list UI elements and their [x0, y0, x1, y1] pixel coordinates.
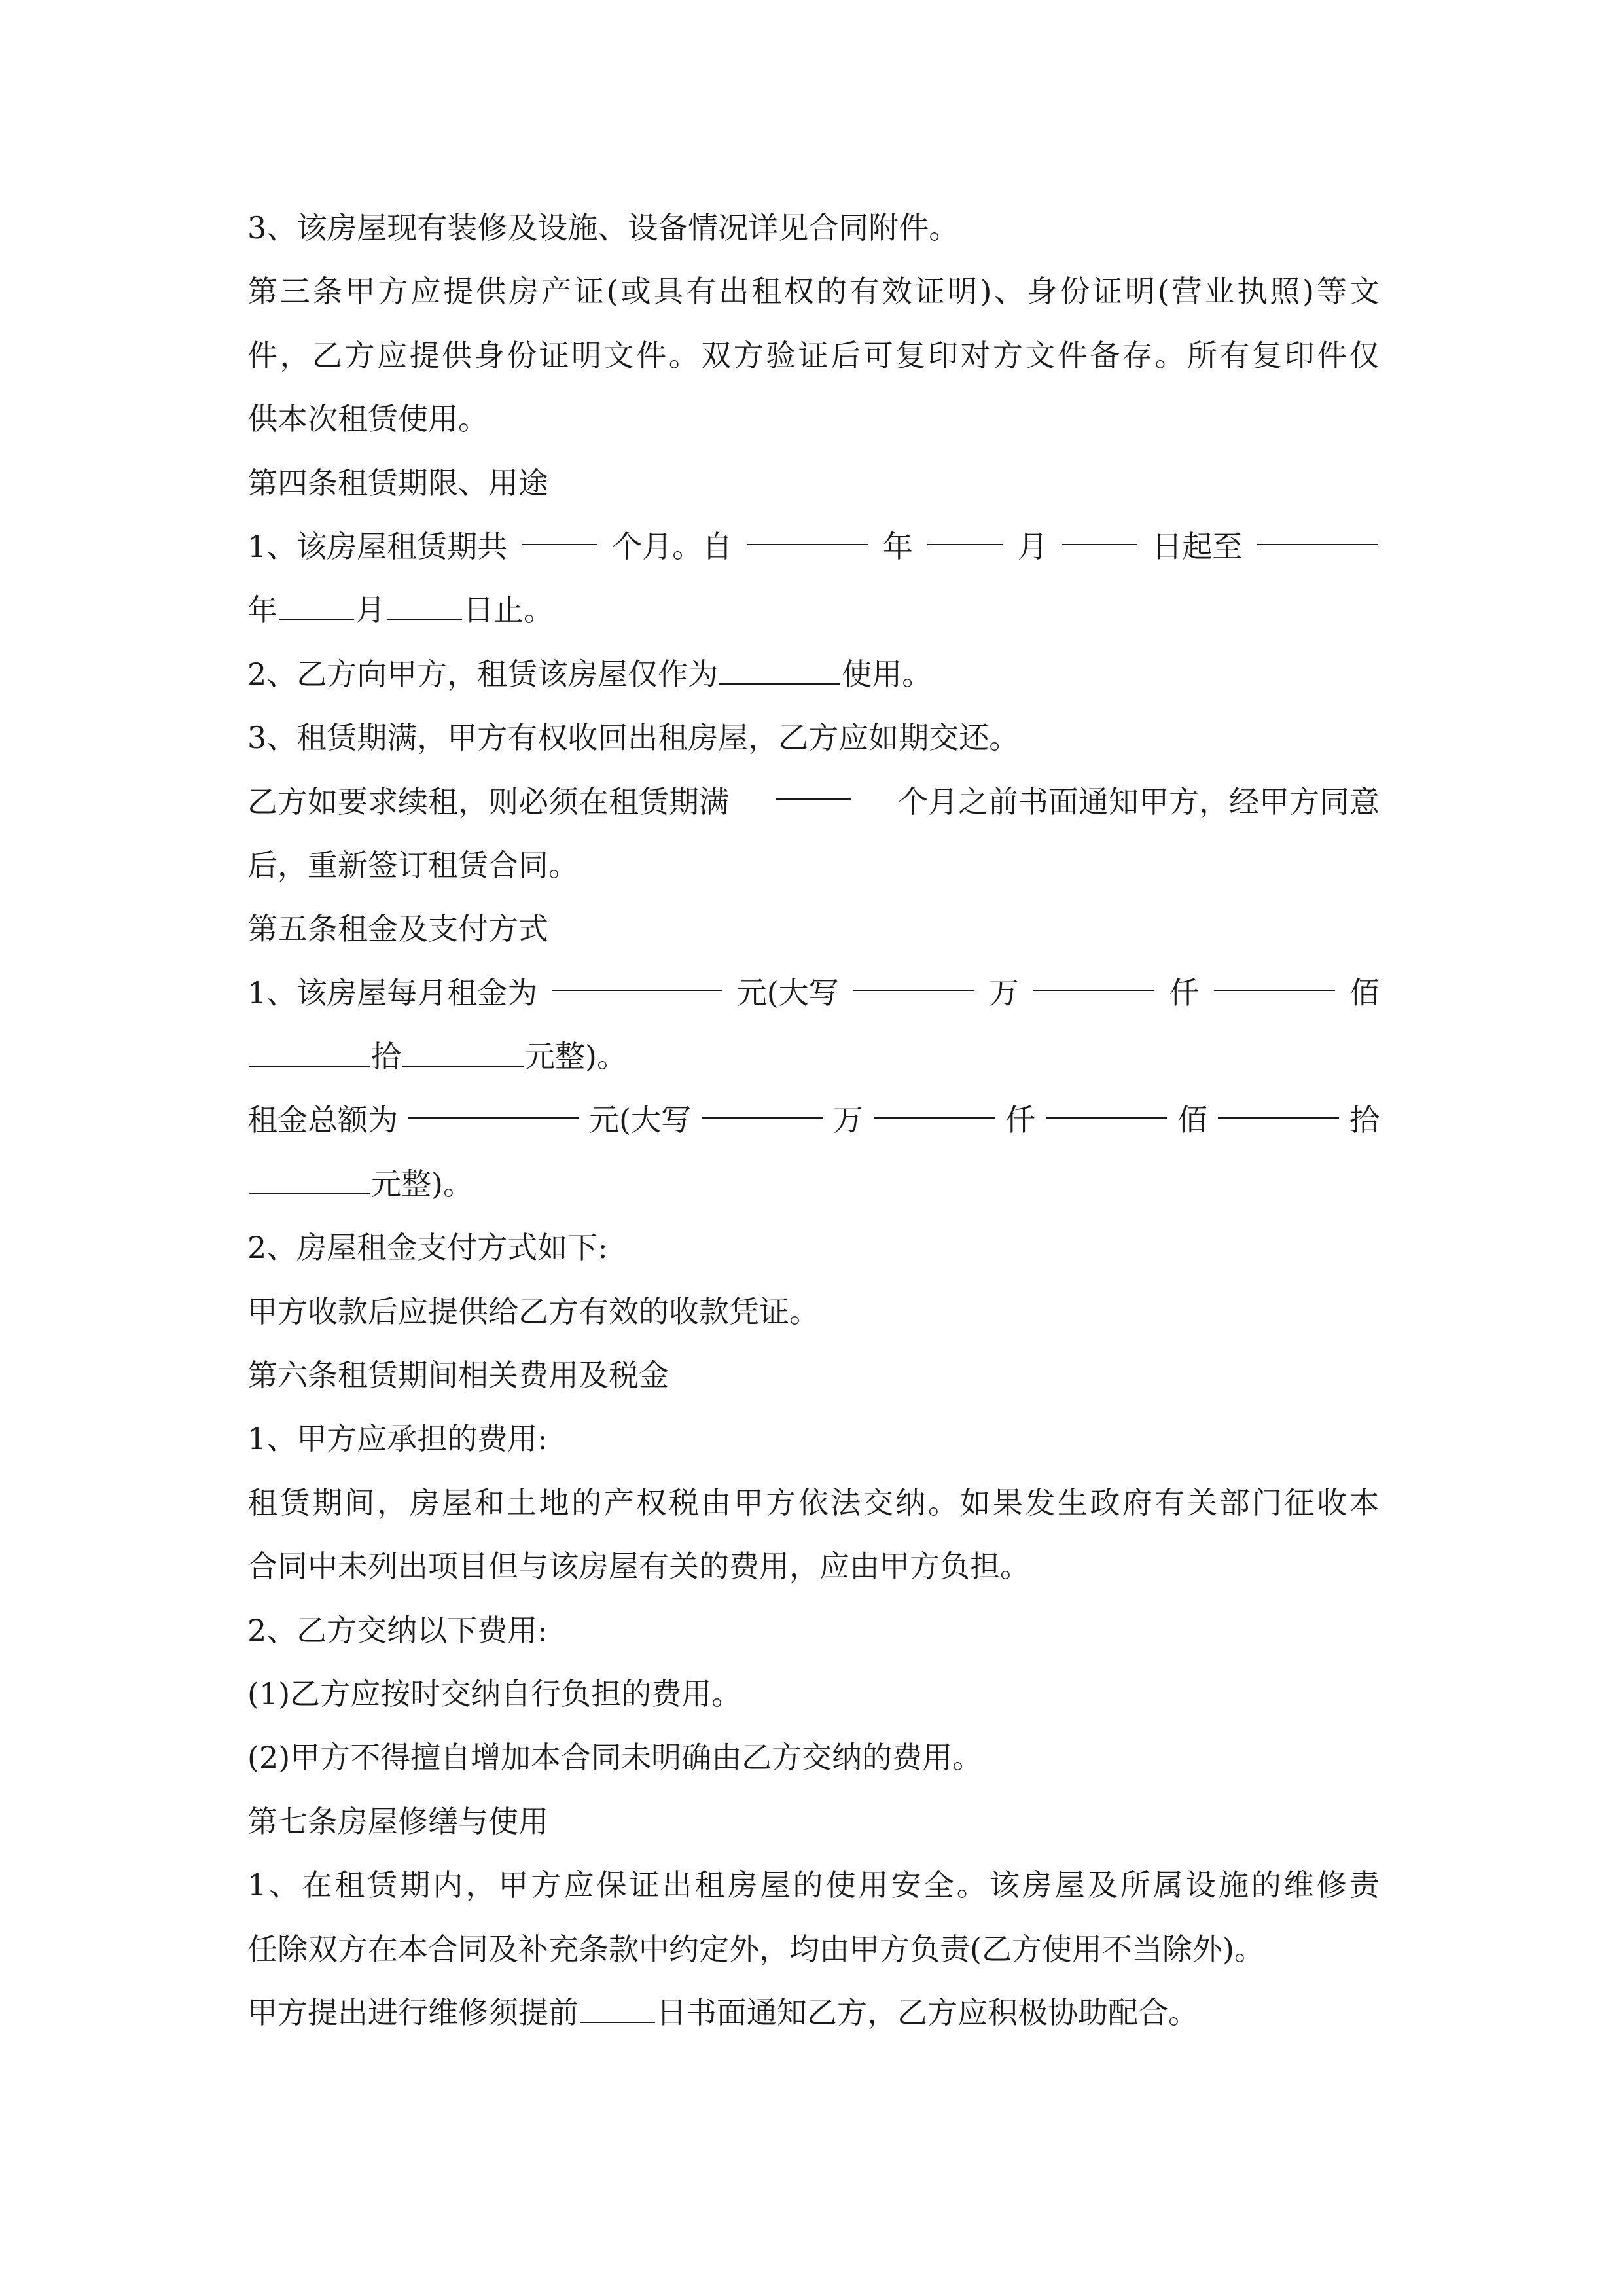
text-segment: 2、乙方向甲方，租赁该房屋仅作为 — [247, 656, 719, 692]
article-5-heading: 第五条租金及支付方式 — [247, 911, 548, 947]
text-segment: 仟 — [1169, 975, 1200, 1011]
lease-end-line — [247, 579, 1380, 642]
fill-in-blank[interactable] — [874, 1088, 995, 1119]
text-segment: 元(大写 — [736, 975, 839, 1011]
article-4-heading: 第四条租赁期限、用途 — [247, 465, 548, 501]
renewal-line — [247, 770, 1380, 834]
monthly-rent-cont-line — [247, 1025, 1380, 1088]
text-segment: 元(大写 — [589, 1102, 691, 1138]
text-segment: 甲方提出进行维修须提前 — [247, 1994, 579, 2030]
text-segment: 日书面通知乙方，乙方应积极协助配合。 — [656, 1994, 1198, 2030]
text-segment: 万 — [989, 975, 1020, 1011]
text-segment: 个月。自 — [612, 528, 733, 564]
text-segment: 日起至 — [1152, 528, 1243, 564]
fill-in-blank[interactable] — [1257, 515, 1378, 545]
fill-in-blank[interactable] — [747, 515, 868, 545]
usage-line — [247, 643, 1380, 706]
monthly-rent-line — [247, 961, 1380, 1025]
text-segment: 元整)。 — [371, 1166, 473, 1202]
text-line: 租 赁 期 间 ， 房 屋 和 土 地 的 产 权 税 由 甲 方 依 法 交 纳 。 如 果 发 生 政 府 有 关 部 门 征 收 本 — [247, 1484, 1380, 1520]
text-line: (1)乙方应按时交纳自行负担的费用。 — [247, 1676, 742, 1712]
fill-in-blank[interactable] — [279, 591, 354, 621]
fill-in-blank[interactable] — [1062, 515, 1137, 545]
text-line: 供本次租赁使用。 — [247, 401, 488, 437]
text-segment: 年 — [882, 528, 913, 564]
text-line: 1 、 在 租 赁 期 内 ， 甲 方 应 保 证 出 租 房 屋 的 使 用 安 全 。 该 房 屋 及 所 属 设 施 的 维 修 责 — [247, 1867, 1380, 1903]
text-line: 件 ， 乙 方 应 提 供 身 份 证 明 文 件 。 双 方 验 证 后 可 复 印 对 方 文 件 备 存 。 所 有 复 印 件 仅 — [247, 337, 1380, 373]
text-segment: 年 — [247, 592, 277, 628]
text-segment: 使用。 — [842, 656, 933, 692]
text-segment: 佰 — [1349, 975, 1380, 1011]
fill-in-blank[interactable] — [1218, 1088, 1339, 1119]
fill-in-blank[interactable] — [249, 1037, 370, 1067]
fill-in-blank[interactable] — [1214, 961, 1335, 992]
text-segment: 月 — [355, 592, 385, 628]
text-segment: 日止。 — [463, 592, 554, 628]
text-line: 2、房屋租金支付方式如下: — [247, 1230, 608, 1266]
text-line: (2)甲方不得擅自增加本合同未明确由乙方交纳的费用。 — [247, 1740, 983, 1776]
text-line: 3、租赁期满，甲方有权收回出租房屋，乙方应如期交还。 — [247, 720, 1020, 756]
text-segment: 仟 — [1005, 1102, 1035, 1138]
text-segment: 1、该房屋每月租金为 — [247, 975, 538, 1011]
fill-in-blank[interactable] — [408, 1088, 579, 1119]
total-rent-cont-line — [247, 1153, 1380, 1216]
fill-in-blank[interactable] — [387, 591, 462, 621]
fill-in-blank[interactable] — [927, 515, 1003, 545]
repair-notice-line — [247, 1981, 1380, 2045]
article-7-heading: 第七条房屋修缮与使用 — [247, 1803, 548, 1839]
text-line: 1、甲方应承担的费用: — [247, 1421, 548, 1457]
text-segment: 乙方如要求续租，则必须在租赁期满 — [247, 783, 729, 819]
text-segment: 拾 — [1349, 1102, 1380, 1138]
text-line: 3、该房屋现有装修及设施、设备情况详见合同附件。 — [247, 210, 959, 245]
lease-term-line — [247, 515, 1380, 579]
total-rent-line — [247, 1088, 1380, 1152]
text-line: 合同中未列出项目但与该房屋有关的费用，应由甲方负担。 — [247, 1549, 1030, 1585]
text-line: 甲方收款后应提供给乙方有效的收款凭证。 — [247, 1293, 819, 1329]
text-line: 后，重新签订租赁合同。 — [247, 847, 579, 883]
fill-in-blank[interactable] — [1046, 1088, 1167, 1119]
article-3-heading-line: 第 三 条 甲 方 应 提 供 房 产 证 ( 或 具 有 出 租 权 的 有 效 证 明 ) 、 身 份 证 明 ( 营 业 执 照 ) 等 文 — [247, 274, 1380, 310]
fill-in-blank[interactable] — [776, 770, 851, 800]
fill-in-blank[interactable] — [853, 961, 974, 992]
text-segment: 月 — [1017, 528, 1048, 564]
fill-in-blank[interactable] — [402, 1037, 524, 1067]
text-line: 2、乙方交纳以下费用: — [247, 1612, 548, 1648]
text-segment: 拾 — [371, 1039, 401, 1075]
fill-in-blank[interactable] — [522, 515, 597, 545]
text-segment: 租金总额为 — [247, 1102, 398, 1138]
fill-in-blank[interactable] — [580, 1993, 655, 2023]
text-segment: 个月之前书面通知甲方，经甲方同意 — [898, 783, 1380, 819]
text-segment: 万 — [832, 1102, 863, 1138]
fill-in-blank[interactable] — [719, 655, 840, 685]
fill-in-blank[interactable] — [702, 1088, 823, 1119]
text-line: 任除双方在本合同及补充条款中约定外，均由甲方负责(乙方使用不当除外)。 — [247, 1931, 1264, 1967]
contract-body — [247, 196, 1380, 2045]
text-segment: 1、该房屋租赁期共 — [247, 528, 508, 564]
fill-in-blank[interactable] — [1033, 961, 1154, 992]
text-segment: 元整)。 — [525, 1039, 627, 1075]
fill-in-blank[interactable] — [552, 961, 722, 992]
fill-in-blank[interactable] — [249, 1164, 370, 1194]
text-segment: 佰 — [1177, 1102, 1207, 1138]
article-6-heading: 第六条租赁期间相关费用及税金 — [247, 1357, 669, 1393]
